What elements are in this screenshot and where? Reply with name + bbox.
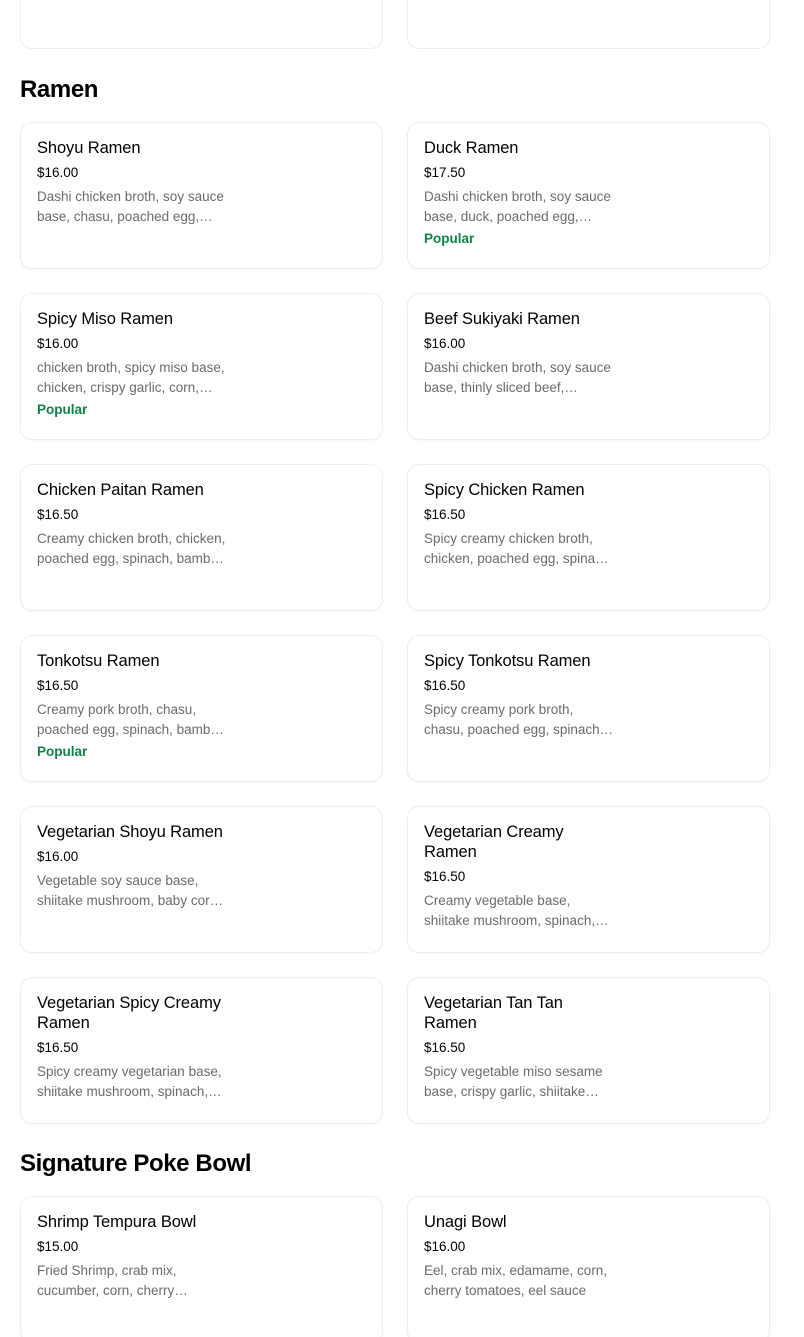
menu-item-description: Dashi chicken broth, soy sauce base, duck, poached egg,: [424, 189, 611, 224]
menu-item-body: [37, 651, 227, 762]
menu-item-name: Beef Sukiyaki Ramen: [424, 310, 580, 328]
menu-item-price: $16.50: [37, 678, 79, 693]
menu-item-description: Fried Shrimp, crab mix, cucumber, corn, cherry: [37, 1263, 177, 1298]
menu-item-description: Creamy vegetable base, shiitake mushroom, spinach,: [424, 893, 596, 928]
menu-item-body: [424, 138, 614, 249]
menu-item-body: [37, 138, 227, 227]
menu-item-description: Dashi chicken broth, soy sauce base, thinly sliced beef,: [424, 360, 611, 395]
popular-badge: Popular: [424, 231, 475, 246]
menu-item-name: Tonkotsu Ramen: [37, 652, 160, 670]
menu-item-card[interactable]: [20, 977, 383, 1124]
menu-item-price: $16.50: [424, 507, 466, 522]
poke-items-grid: [20, 1196, 770, 1337]
menu-item-description: Creamy pork broth, chasu, poached egg, spinach, bamboo: [37, 702, 226, 737]
menu-item-name: Duck Ramen: [424, 139, 519, 157]
menu-item-name: Vegetarian Creamy Ramen: [424, 823, 564, 861]
menu-item-card[interactable]: [20, 122, 383, 269]
menu-item-price: $16.00: [37, 849, 79, 864]
menu-item-body: [424, 822, 614, 931]
menu-item-card[interactable]: [20, 0, 383, 49]
menu-item-name: Spicy Tonkotsu Ramen: [424, 652, 591, 670]
menu-item-name: Spicy Miso Ramen: [37, 310, 173, 328]
menu-item-card[interactable]: [407, 806, 770, 953]
menu-item-price: $16.00: [424, 1239, 466, 1254]
menu-item-card[interactable]: [20, 635, 383, 782]
menu-item-body: [37, 993, 227, 1102]
menu-item-card[interactable]: [20, 1196, 383, 1337]
menu-item-body: [37, 480, 227, 569]
menu-item-card[interactable]: [407, 0, 770, 49]
section-title-signature-poke-bowl: Signature Poke Bowl: [20, 1150, 252, 1177]
menu-item-price: $16.50: [424, 869, 466, 884]
menu-item-name: Vegetarian Tan Tan Ramen: [424, 994, 563, 1032]
menu-item-description: Creamy chicken broth, chicken, poached egg, spinach, bamboo: [37, 531, 226, 566]
menu-item-card[interactable]: [20, 806, 383, 953]
menu-item-name: Vegetarian Spicy Creamy Ramen: [37, 994, 221, 1032]
menu-item-price: $15.00: [37, 1239, 79, 1254]
menu-item-body: [424, 480, 614, 569]
menu-item-name: Vegetarian Shoyu Ramen: [37, 823, 223, 841]
menu-item-name: Chicken Paitan Ramen: [37, 481, 204, 499]
menu-item-card[interactable]: [407, 464, 770, 611]
menu-item-body: [37, 822, 227, 911]
menu-item-body: [37, 1212, 227, 1301]
menu-item-description: chicken broth, spicy miso base, chicken, crispy garlic, corn,: [37, 360, 225, 395]
menu-item-price: $16.00: [424, 336, 466, 351]
section-title-ramen: Ramen: [20, 76, 99, 103]
menu-item-card[interactable]: [407, 1196, 770, 1337]
menu-item-description: Spicy creamy vegetarian base, shiitake mushroom, spinach,: [37, 1064, 222, 1099]
menu-item-description: Spicy creamy pork broth, chasu, poached egg, spinach,: [424, 702, 604, 737]
menu-item-price: $16.50: [37, 1040, 79, 1055]
menu-item-body: [424, 993, 614, 1102]
menu-item-name: Shrimp Tempura Bowl: [37, 1213, 197, 1231]
menu-item-name: Shoyu Ramen: [37, 139, 141, 157]
menu-item-price: $16.00: [37, 336, 79, 351]
menu-item-card[interactable]: [20, 464, 383, 611]
menu-item-price: $16.50: [424, 678, 466, 693]
menu-item-price: $16.50: [37, 507, 79, 522]
menu-item-price: $17.50: [424, 165, 466, 180]
menu-item-description: Spicy creamy chicken broth, chicken, poached egg, spinach,: [424, 531, 614, 566]
menu-item-card[interactable]: [407, 977, 770, 1124]
menu-item-card[interactable]: [20, 293, 383, 440]
menu-item-card[interactable]: [407, 635, 770, 782]
menu-item-body: [424, 1212, 614, 1301]
menu-item-card[interactable]: [407, 122, 770, 269]
menu-item-name: Unagi Bowl: [424, 1213, 507, 1231]
menu-item-price: $16.50: [424, 1040, 466, 1055]
menu-item-description: Spicy vegetable miso sesame base, crispy garlic, shiitake: [424, 1064, 603, 1099]
menu-item-description: Vegetable soy sauce base, shiitake mushroom, baby corn,: [37, 873, 221, 908]
menu-item-description: Eel, crab mix, edamame, corn, cherry tomatoes, eel sauce: [424, 1263, 608, 1298]
popular-badge: Popular: [37, 744, 88, 759]
menu-item-price: $16.00: [37, 165, 79, 180]
menu-item-body: [424, 651, 614, 740]
menu-item-body: [37, 309, 227, 420]
menu-item-description: Dashi chicken broth, soy sauce base, chasu, poached egg,: [37, 189, 224, 224]
menu-item-body: [424, 309, 614, 398]
popular-badge: Popular: [37, 402, 88, 417]
ramen-items-grid: [20, 122, 770, 1124]
menu-item-name: Spicy Chicken Ramen: [424, 481, 585, 499]
menu-item-card[interactable]: [407, 293, 770, 440]
